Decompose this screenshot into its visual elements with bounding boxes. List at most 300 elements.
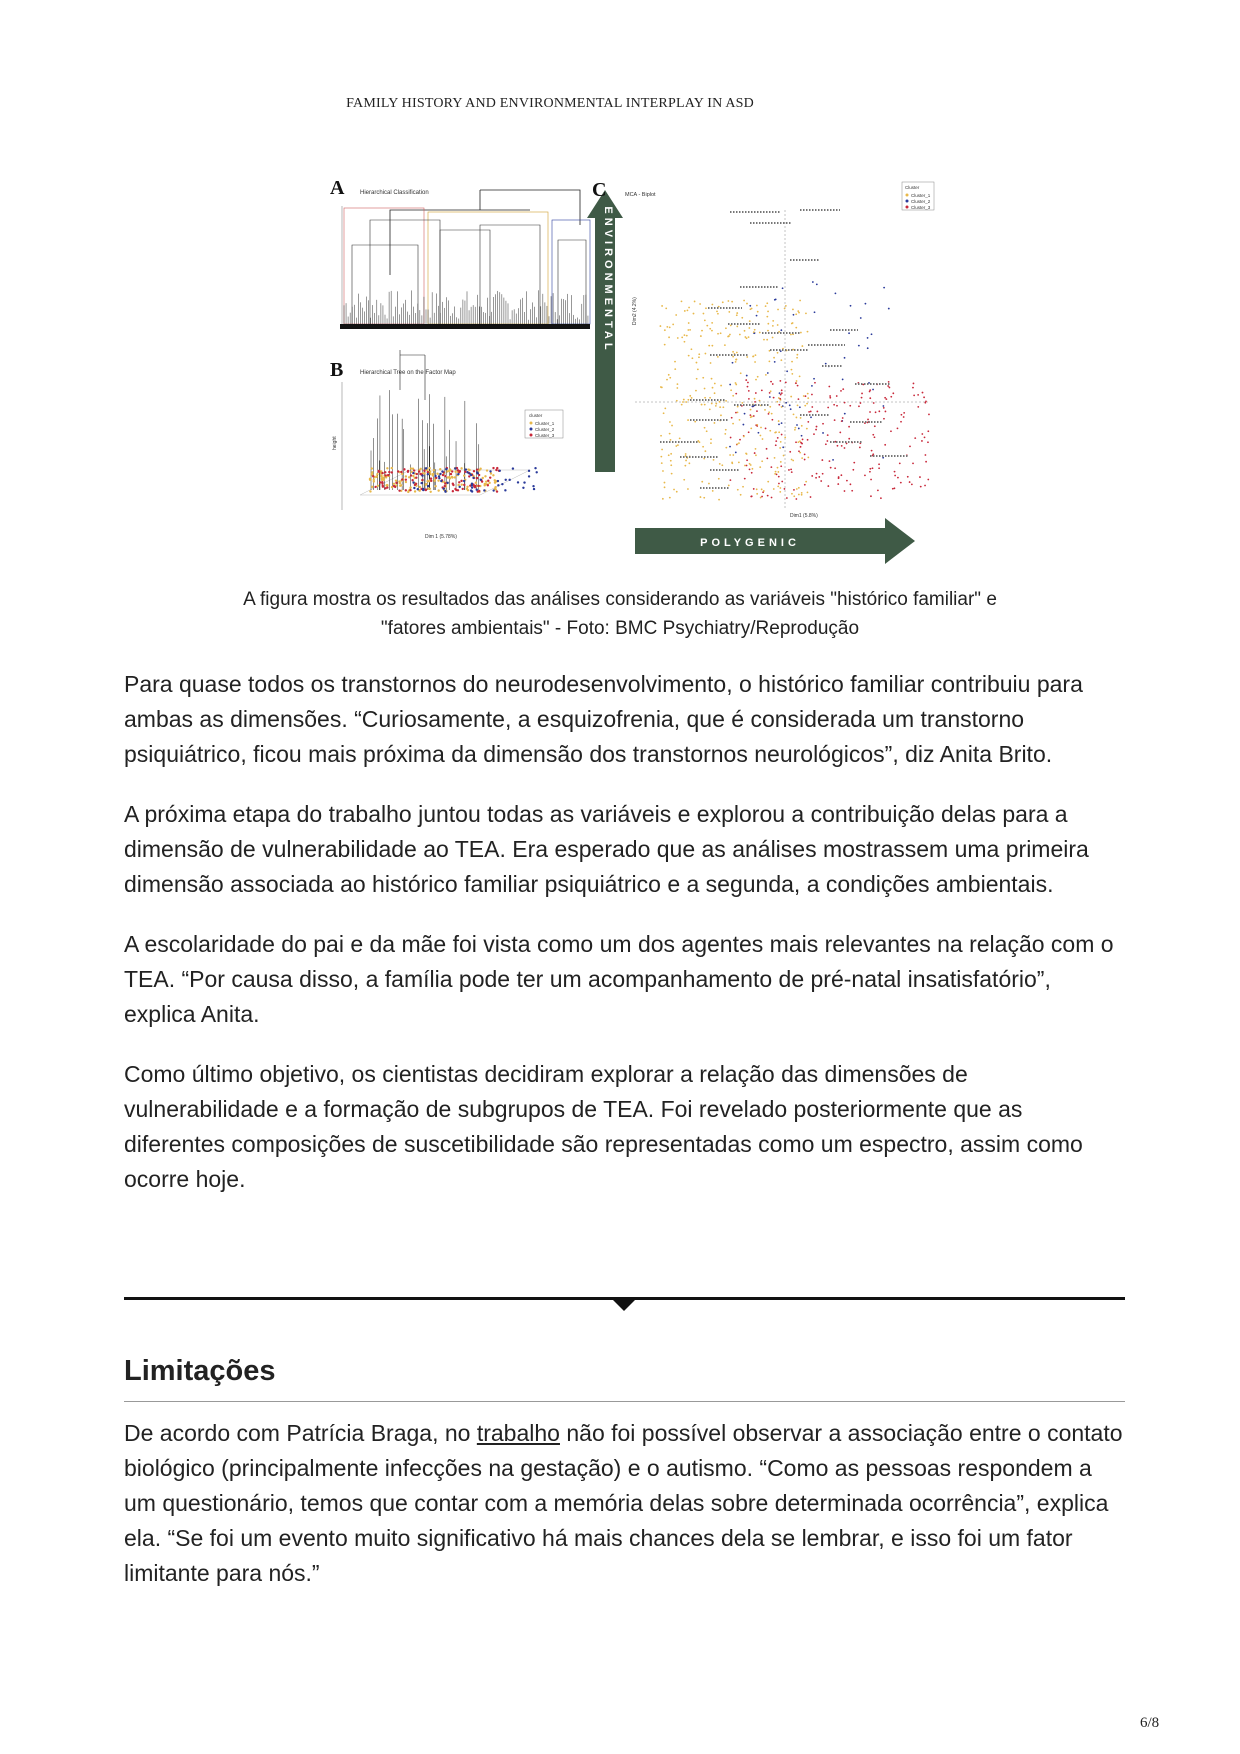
panel-b-letter: B xyxy=(330,359,344,381)
biplot-point xyxy=(772,337,774,339)
biplot-point xyxy=(775,440,777,442)
biplot-point xyxy=(711,378,713,380)
factor-map-point xyxy=(412,472,414,474)
biplot-point xyxy=(722,301,724,303)
factor-map-point xyxy=(471,483,473,485)
paragraph-4: Como último objetivo, os cientistas decidiram explorar a relação das dimensões de vulnerabilidade e a formação de subgrupos de TEA. Foi revelado posteriormente que as diferentes composições de suscetibilidade são representadas como um espectro, assim como ocorre hoje. xyxy=(124,1061,1083,1192)
biplot-point xyxy=(777,485,779,487)
biplot-point xyxy=(685,460,687,462)
biplot-point xyxy=(705,353,707,355)
biplot-point xyxy=(797,310,799,312)
biplot-point xyxy=(700,496,702,498)
biplot-point xyxy=(701,481,703,483)
biplot-point xyxy=(804,405,806,407)
biplot-point xyxy=(712,490,714,492)
factor-map-point xyxy=(454,488,456,490)
factor-map-point xyxy=(386,467,388,469)
factor-map-point xyxy=(423,470,425,472)
factor-map-point xyxy=(429,491,431,493)
factor-map-point xyxy=(430,477,432,479)
biplot-point xyxy=(913,383,915,385)
biplot-point xyxy=(759,400,761,402)
biplot-point xyxy=(766,339,768,341)
biplot-point xyxy=(888,381,890,383)
factor-map-point xyxy=(439,468,441,470)
biplot-point xyxy=(789,404,791,406)
biplot-point xyxy=(669,497,671,499)
biplot-point xyxy=(849,405,851,407)
biplot-point xyxy=(834,467,836,469)
dendrogram-branch xyxy=(370,220,440,324)
biplot-point xyxy=(675,314,677,316)
biplot-point xyxy=(914,437,916,439)
biplot-point xyxy=(676,400,678,402)
biplot-point xyxy=(799,440,801,442)
biplot-point xyxy=(848,438,850,440)
biplot-point xyxy=(785,402,787,404)
biplot-point xyxy=(711,403,713,405)
biplot-point xyxy=(731,417,733,419)
factor-map-point xyxy=(381,482,383,484)
biplot-point xyxy=(717,333,719,335)
biplot-point xyxy=(793,489,795,491)
biplot-point xyxy=(796,424,798,426)
biplot-point xyxy=(861,393,863,395)
dendrogram-cluster-box xyxy=(344,208,424,324)
section-paragraph xyxy=(124,1416,1124,1591)
factor-map-point xyxy=(452,490,454,492)
biplot-point xyxy=(757,311,759,313)
biplot-point xyxy=(702,377,704,379)
biplot-point xyxy=(684,341,686,343)
biplot-point xyxy=(670,460,672,462)
factor-map-point xyxy=(427,473,429,475)
factor-map-point xyxy=(405,475,407,477)
biplot-point xyxy=(662,498,664,500)
biplot-point xyxy=(890,430,892,432)
biplot-point xyxy=(696,378,698,380)
biplot-point xyxy=(671,425,673,427)
biplot-point xyxy=(748,336,750,338)
biplot-point xyxy=(769,430,771,432)
biplot-point xyxy=(790,408,792,410)
biplot-point xyxy=(899,462,901,464)
biplot-point xyxy=(774,361,776,363)
factor-map-point xyxy=(377,470,379,472)
biplot-point xyxy=(913,394,915,396)
factor-map-point xyxy=(401,478,403,480)
biplot-point xyxy=(676,491,678,493)
biplot-point xyxy=(736,314,738,316)
biplot-point xyxy=(846,480,848,482)
factor-map-point xyxy=(484,483,486,485)
biplot-point xyxy=(892,488,894,490)
factor-map-point xyxy=(372,475,374,477)
biplot-point xyxy=(718,499,720,501)
biplot-point xyxy=(778,431,780,433)
biplot-point xyxy=(927,430,929,432)
biplot-point xyxy=(805,481,807,483)
biplot-point xyxy=(791,373,793,375)
biplot-point xyxy=(669,433,671,435)
biplot-point xyxy=(719,406,721,408)
panel-c-title: MCA - Biplot xyxy=(625,192,656,198)
biplot-point xyxy=(925,454,927,456)
biplot-point xyxy=(807,439,809,441)
biplot-point xyxy=(807,457,809,459)
biplot-point xyxy=(746,375,748,377)
biplot-point xyxy=(749,305,751,307)
biplot-point xyxy=(805,395,807,397)
biplot-point xyxy=(806,428,808,430)
trabalho-link[interactable]: trabalho xyxy=(476,1420,560,1446)
biplot-point xyxy=(736,443,738,445)
factor-map-point xyxy=(409,486,411,488)
biplot-point xyxy=(741,402,743,404)
biplot-point xyxy=(784,488,786,490)
biplot-point xyxy=(900,421,902,423)
biplot-point xyxy=(766,316,768,318)
biplot-point xyxy=(882,405,884,407)
factor-map-point xyxy=(393,485,395,487)
biplot-point xyxy=(803,395,805,397)
biplot-point xyxy=(769,406,771,408)
biplot-point xyxy=(661,387,663,389)
caption-line-2: "fatores ambientais" - Foto: BMC Psychiatry/Reprodução xyxy=(380,618,860,639)
biplot-point xyxy=(815,429,817,431)
factor-map-point xyxy=(458,481,460,483)
biplot-point xyxy=(801,435,803,437)
biplot-point xyxy=(704,450,706,452)
biplot-point xyxy=(874,425,876,427)
biplot-point xyxy=(743,436,745,438)
factor-map-point xyxy=(471,486,473,488)
biplot-point xyxy=(844,402,846,404)
biplot-point xyxy=(894,471,896,473)
biplot-point xyxy=(795,441,797,443)
biplot-point xyxy=(738,442,740,444)
biplot-point xyxy=(825,363,827,365)
biplot-point xyxy=(673,489,675,491)
biplot-point xyxy=(745,452,747,454)
biplot-point xyxy=(761,496,763,498)
panel-b-title: Hierarchical Tree on the Factor Map xyxy=(360,370,456,376)
biplot-point xyxy=(811,385,813,387)
factor-map-point xyxy=(440,480,442,482)
biplot-point xyxy=(911,483,913,485)
biplot-point xyxy=(666,379,668,381)
factor-map-point xyxy=(410,467,412,469)
panel-b-xlabel: Dim 1 (5.78%) xyxy=(425,534,457,540)
biplot-point xyxy=(705,307,707,309)
biplot-point xyxy=(853,462,855,464)
biplot-point xyxy=(714,392,716,394)
biplot-point xyxy=(668,454,670,456)
factor-map-point xyxy=(391,467,393,469)
factor-map-point xyxy=(437,489,439,491)
biplot-point xyxy=(818,476,820,478)
biplot-point xyxy=(689,395,691,397)
biplot-point xyxy=(925,461,927,463)
biplot-point xyxy=(770,390,772,392)
biplot-point xyxy=(872,389,874,391)
biplot-point xyxy=(796,357,798,359)
factor-map-point xyxy=(466,488,468,490)
biplot-point xyxy=(736,352,738,354)
biplot-point xyxy=(878,410,880,412)
factor-map-point xyxy=(384,474,386,476)
biplot-point xyxy=(848,426,850,428)
biplot-point xyxy=(778,483,780,485)
factor-map-point xyxy=(429,471,431,473)
factor-map-point xyxy=(528,475,530,477)
factor-map-point xyxy=(395,482,397,484)
factor-map-point xyxy=(501,483,503,485)
factor-map-point xyxy=(408,476,410,478)
biplot-point xyxy=(771,413,773,415)
factor-map-point xyxy=(425,489,427,491)
biplot-point xyxy=(807,331,809,333)
biplot-point xyxy=(661,305,663,307)
biplot-point xyxy=(744,465,746,467)
biplot-point xyxy=(784,308,786,310)
biplot-point xyxy=(664,482,666,484)
biplot-point xyxy=(714,422,716,424)
biplot-point xyxy=(725,327,727,329)
biplot-point xyxy=(744,330,746,332)
biplot-point xyxy=(681,404,683,406)
factor-map-point xyxy=(480,479,482,481)
biplot-point xyxy=(759,466,761,468)
biplot-point xyxy=(813,378,815,380)
biplot-point xyxy=(859,447,861,449)
biplot-point xyxy=(827,434,829,436)
factor-map-point xyxy=(405,489,407,491)
biplot-point xyxy=(717,313,719,315)
biplot-point xyxy=(741,317,743,319)
biplot-point xyxy=(869,397,871,399)
biplot-point xyxy=(873,402,875,404)
figure-caption xyxy=(150,585,1090,643)
biplot-point xyxy=(720,385,722,387)
biplot-point xyxy=(742,424,744,426)
factor-map-point xyxy=(484,475,486,477)
factor-map-point xyxy=(532,485,534,487)
biplot-point xyxy=(767,481,769,483)
biplot-point xyxy=(836,405,838,407)
caption-line-1: A figura mostra os resultados das análises considerando as variáveis "histórico familiar" e xyxy=(243,589,997,610)
biplot-point xyxy=(756,315,758,317)
factor-map-point xyxy=(397,470,399,472)
biplot-point xyxy=(909,481,911,483)
biplot-point xyxy=(749,320,751,322)
biplot-point xyxy=(664,486,666,488)
biplot-point xyxy=(774,432,776,434)
biplot-point xyxy=(672,324,674,326)
factor-map-point xyxy=(534,467,536,469)
panel-a-letter: A xyxy=(330,177,345,199)
biplot-point xyxy=(685,453,687,455)
biplot-point xyxy=(701,330,703,332)
biplot-point xyxy=(666,326,668,328)
biplot-point xyxy=(792,322,794,324)
biplot-point xyxy=(839,432,841,434)
biplot-point xyxy=(822,432,824,434)
factor-map-point xyxy=(442,488,444,490)
biplot-point xyxy=(732,395,734,397)
factor-map-point xyxy=(457,473,459,475)
factor-map-point xyxy=(478,490,480,492)
biplot-point xyxy=(735,412,737,414)
biplot-point xyxy=(801,492,803,494)
biplot-point xyxy=(687,310,689,312)
biplot-point xyxy=(754,398,756,400)
biplot-point xyxy=(688,355,690,357)
biplot-point xyxy=(683,399,685,401)
biplot-point xyxy=(772,383,774,385)
biplot-point xyxy=(778,476,780,478)
biplot-point xyxy=(807,491,809,493)
biplot-point xyxy=(800,332,802,334)
biplot-point xyxy=(675,445,677,447)
biplot-point xyxy=(681,336,683,338)
biplot-point xyxy=(806,403,808,405)
biplot-point xyxy=(754,401,756,403)
biplot-point xyxy=(810,411,812,413)
biplot-point xyxy=(729,446,731,448)
panel-c-legend-title: Cluster xyxy=(905,185,920,190)
panel-b-legend-title: cluster xyxy=(529,413,543,418)
biplot-point xyxy=(709,408,711,410)
biplot-point xyxy=(912,462,914,464)
factor-map-point xyxy=(449,477,451,479)
biplot-point xyxy=(706,325,708,327)
biplot-point xyxy=(749,468,751,470)
factor-map-point xyxy=(405,481,407,483)
factor-map-point xyxy=(412,481,414,483)
factor-map-point xyxy=(490,472,492,474)
biplot-point xyxy=(732,362,734,364)
panel-b-legend-item-2: Cluster_2 xyxy=(535,427,555,432)
biplot-point xyxy=(801,425,803,427)
biplot-point xyxy=(674,368,676,370)
factor-map-point xyxy=(454,476,456,478)
biplot-point xyxy=(781,389,783,391)
biplot-point xyxy=(742,486,744,488)
biplot-point xyxy=(691,357,693,359)
biplot-point xyxy=(829,460,831,462)
biplot-point xyxy=(727,336,729,338)
biplot-point xyxy=(677,383,679,385)
factor-map-point xyxy=(472,477,474,479)
biplot-point xyxy=(664,407,666,409)
biplot-point xyxy=(755,392,757,394)
panel-b xyxy=(330,350,563,540)
biplot-point xyxy=(777,471,779,473)
biplot-point xyxy=(791,493,793,495)
biplot-point xyxy=(698,353,700,355)
biplot-point xyxy=(711,322,713,324)
factor-map-point xyxy=(488,482,490,484)
factor-map-point xyxy=(499,470,501,472)
biplot-point xyxy=(662,470,664,472)
factor-map-point xyxy=(475,482,477,484)
factor-map-point xyxy=(423,472,425,474)
biplot-point xyxy=(814,382,816,384)
factor-map-point xyxy=(476,489,478,491)
biplot-point xyxy=(687,419,689,421)
biplot-point xyxy=(780,465,782,467)
factor-map-point xyxy=(433,480,435,482)
biplot-point xyxy=(753,488,755,490)
biplot-point xyxy=(822,423,824,425)
biplot-point xyxy=(682,401,684,403)
factor-map-point xyxy=(421,479,423,481)
biplot-point xyxy=(732,356,734,358)
biplot-point xyxy=(773,397,775,399)
panel-c-ylabel: Dim2 (4.2%) xyxy=(632,297,638,325)
biplot-point xyxy=(867,419,869,421)
factor-map-point xyxy=(437,479,439,481)
factor-map-point xyxy=(384,471,386,473)
biplot-point xyxy=(871,450,873,452)
biplot-point xyxy=(661,449,663,451)
section-divider xyxy=(124,1295,1125,1317)
factor-map-point xyxy=(494,486,496,488)
biplot-point xyxy=(922,392,924,394)
biplot-point xyxy=(708,345,710,347)
biplot-point xyxy=(789,451,791,453)
biplot-point xyxy=(887,385,889,387)
biplot-point xyxy=(771,497,773,499)
biplot-point xyxy=(735,382,737,384)
biplot-point xyxy=(801,494,803,496)
biplot-point xyxy=(694,301,696,303)
paragraph-2: A próxima etapa do trabalho juntou todas as variáveis e explorou a contribuição delas para a dimensão de vulnerabilidade ao TEA. Era esperado que as análises mostrassem uma primeira dimensão associada ao histórico familiar psiquiátrico e a segunda, a condições ambientais. xyxy=(124,801,1089,897)
article-body xyxy=(124,667,1124,1222)
biplot-point xyxy=(779,487,781,489)
biplot-point xyxy=(750,464,752,466)
biplot-point xyxy=(708,483,710,485)
biplot-point xyxy=(844,413,846,415)
biplot-point xyxy=(821,459,823,461)
biplot-point xyxy=(804,484,806,486)
mca-biplot-points xyxy=(660,281,930,500)
factor-map-point xyxy=(442,474,444,476)
factor-map-point xyxy=(419,486,421,488)
factor-map-point xyxy=(483,489,485,491)
biplot-point xyxy=(684,465,686,467)
biplot-point xyxy=(793,413,795,415)
biplot-point xyxy=(795,327,797,329)
factor-map-point xyxy=(528,470,530,472)
biplot-point xyxy=(748,398,750,400)
biplot-point xyxy=(842,379,844,381)
biplot-point xyxy=(754,452,756,454)
biplot-point xyxy=(691,348,693,350)
biplot-point xyxy=(837,483,839,485)
biplot-point xyxy=(674,361,676,363)
biplot-point xyxy=(754,329,756,331)
factor-map-point xyxy=(522,487,524,489)
biplot-point xyxy=(894,475,896,477)
biplot-point xyxy=(799,375,801,377)
factor-map-point xyxy=(413,469,415,471)
biplot-point xyxy=(729,479,731,481)
biplot-point xyxy=(710,438,712,440)
biplot-point xyxy=(820,480,822,482)
biplot-point xyxy=(807,421,809,423)
